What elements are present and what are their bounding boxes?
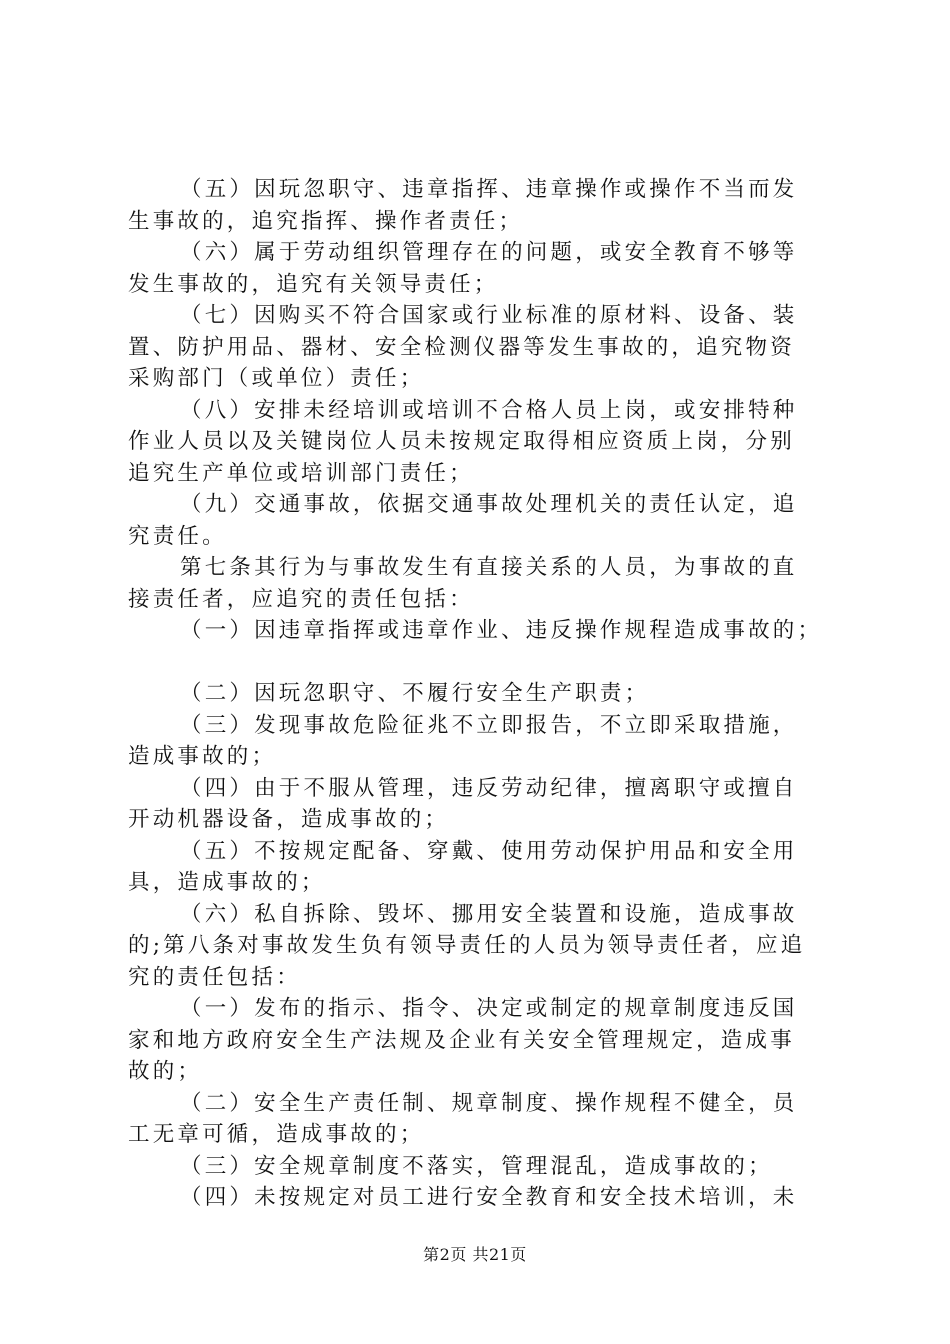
text-line: （四）未按规定对员工进行安全教育和安全技术培训，未 [180, 1185, 798, 1210]
text-line: （三）发现事故危险征兆不立即报告，不立即采取措施， [180, 712, 798, 738]
text-line: （七）因购买不符合国家或行业标准的原材料、设备、装 [180, 303, 798, 328]
text-line: 发生事故的，追究有关领导责任； [128, 271, 499, 297]
text-line: （六）私自拆除、毁坏、挪用安全装置和设施，造成事故 [180, 901, 798, 927]
text-line: 追究生产单位或培训部门责任； [128, 460, 474, 486]
text-line: 造成事故的； [128, 744, 277, 769]
text-line: （四）由于不服从管理，违反劳动纪律，擅离职守或擅自 [180, 775, 798, 801]
text-line: 接责任者，应追究的责任包括： [128, 586, 474, 612]
document-body [128, 174, 834, 1214]
text-line: 家和地方政府安全生产法规及企业有关安全管理规定，造成事 [128, 1027, 795, 1053]
text-line: （五）因玩忽职守、违章指挥、违章操作或操作不当而发 [180, 177, 798, 202]
text-line: 的;第八条对事故发生负有领导责任的人员为领导责任者，应追 [128, 933, 806, 958]
text-line: （八）安排未经培训或培训不合格人员上岗，或安排特种 [180, 397, 798, 423]
text-line: 工无章可循，造成事故的； [128, 1122, 425, 1147]
text-line: 采购部门（或单位）责任； [128, 366, 425, 391]
text-line [128, 647, 834, 679]
text-line: （一）发布的指示、指令、决定或制定的规章制度违反国 [180, 996, 798, 1021]
text-line: （九）交通事故，依据交通事故处理机关的责任认定，追 [180, 492, 798, 517]
text-line: （二）因玩忽职守、不履行安全生产职责； [180, 681, 650, 706]
text-line: （五）不按规定配备、穿戴、使用劳动保护用品和安全用 [180, 838, 798, 864]
page-number-footer: 第2页 共21页 [423, 1245, 527, 1264]
text-line: 生事故的，追究指挥、操作者责任； [128, 208, 524, 234]
text-line: （三）安全规章制度不落实，管理混乱，造成事故的； [180, 1153, 773, 1179]
text-line: 开动机器设备，造成事故的； [128, 807, 450, 832]
text-line: （一）因违章指挥或违章作业、违反操作规程造成事故的； [180, 618, 823, 643]
text-line: （六）属于劳动组织管理存在的问题，或安全教育不够等 [180, 240, 798, 265]
text-line: （二）安全生产责任制、规章制度、操作规程不健全，员 [180, 1090, 798, 1116]
text-line: 故的； [128, 1059, 203, 1084]
text-line: 究责任。 [128, 523, 227, 549]
text-line: 作业人员以及关键岗位人员未按规定取得相应资质上岗，分别 [128, 429, 795, 454]
text-line: 究的责任包括： [128, 964, 301, 990]
text-line: 第七条其行为与事故发生有直接关系的人员，为事故的直 [180, 555, 798, 580]
text-line: 置、防护用品、器材、安全检测仪器等发生事故的，追究物资 [128, 334, 795, 360]
text-line: 具，造成事故的； [128, 870, 326, 895]
